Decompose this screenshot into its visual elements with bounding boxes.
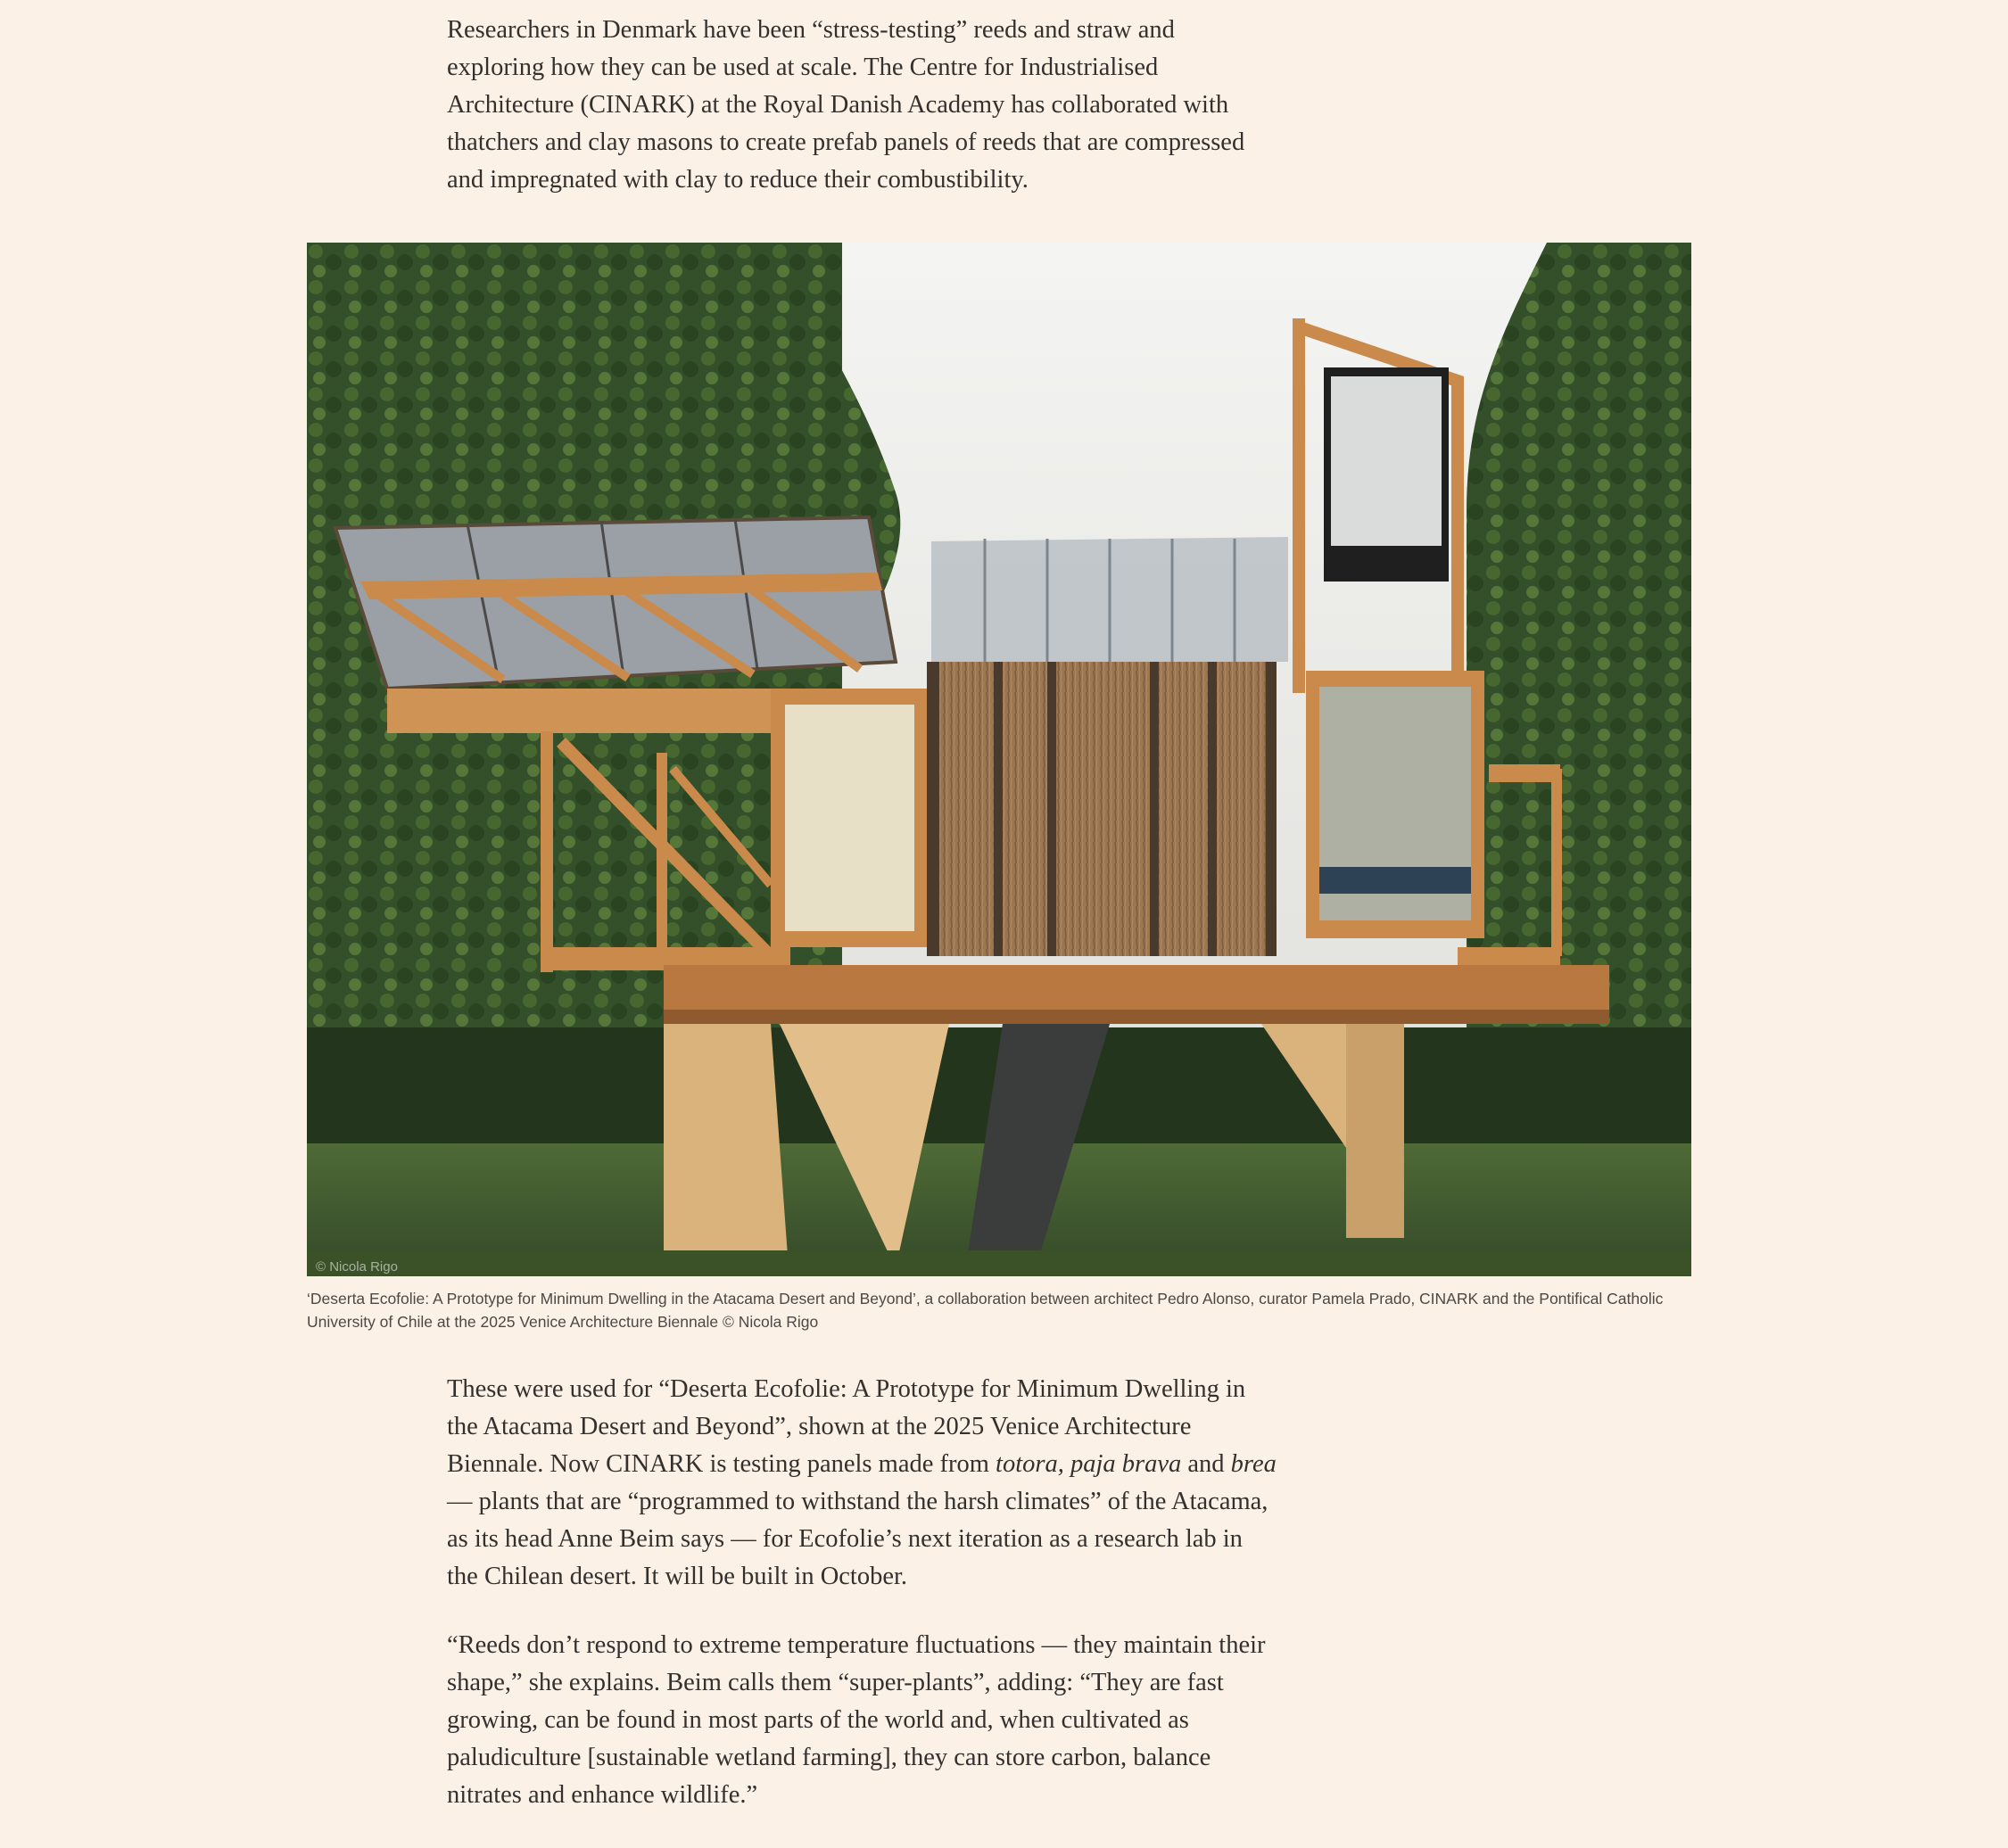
- article-paragraph-1: [447, 12, 1277, 199]
- photo-caption: ‘Deserta Ecofolie: A Prototype for Minimum Dwelling in the Atacama Desert and Beyond’, a collaboration between architect Pedro Alonso, curator Pamela Prado, CINARK and the Pontifical Catholic University of Chile at the 2025 Venice Architecture Biennale © Nicola Rigo: [307, 1290, 1664, 1331]
- pavilion-illustration: [307, 243, 1691, 1276]
- paragraph-text: “Reeds don’t respond to extreme temperature fluctuations — they maintain their shape,” she explains. Beim calls them “super-plants”, adding: “They are fast growing, can be found in most parts of the world and, when cultivated as paludiculture [sustainable wetland farming], they can store carbon, balance nitrates and enhance wildlife.”: [447, 1631, 1266, 1809]
- plant-name-italic: totora, paja brava: [996, 1450, 1182, 1478]
- paragraph-text-part: — plants that are “programmed to withstand the harsh climates” of the Atacama, as its head Anne Beim says — for Ecofolie’s next iteration as a research lab in the Chilean desert. It will be built in October.: [447, 1488, 1268, 1590]
- paragraph-text: [447, 1371, 1277, 1596]
- photo-credit-overlay: © Nicola Rigo: [316, 1259, 398, 1275]
- paragraph-text-part: and: [1181, 1450, 1231, 1478]
- plant-name-italic: brea: [1230, 1450, 1277, 1478]
- article-photo: [307, 243, 1691, 1276]
- paragraph-text-part: These were used for “Deserta Ecofolie: A Prototype for Minimum Dwelling in the Atacama Desert and Beyond”, shown at the 2025 Venice Architecture Biennale. Now CINARK is testing panels made from: [447, 1375, 1246, 1478]
- article-paragraph-2: [447, 1371, 1277, 1596]
- article-paragraph-3: [447, 1627, 1277, 1814]
- paragraph-text: Researchers in Denmark have been “stress-testing” reeds and straw and exploring how they can be used at scale. The Centre for Industrialised Architecture (CINARK) at the Royal Danish Academy has collaborated with thatchers and clay masons to create prefab panels of reeds that are compressed and impregnated with clay to reduce their combustibility.: [447, 16, 1245, 194]
